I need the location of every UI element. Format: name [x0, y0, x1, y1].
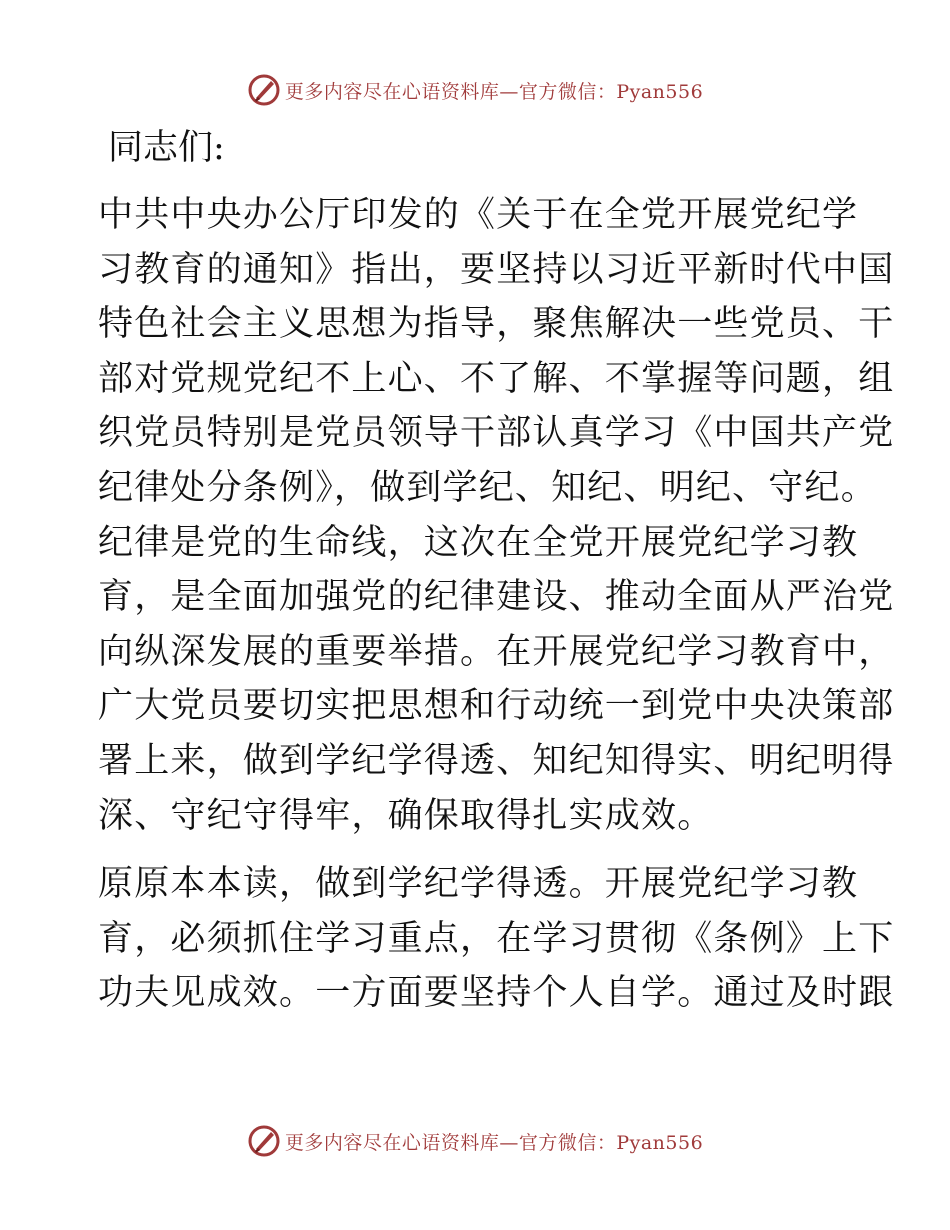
text-line: 向纵深发展的重要举措。在开展党纪学习教育中，	[98, 631, 895, 672]
text-line: 育，是全面加强党的纪律建设、推动全面从严治党	[98, 577, 895, 618]
greeting: 同志们:	[108, 128, 225, 168]
text-line: 特色社会主义思想为指导，聚焦解决一些党员、干	[98, 304, 895, 345]
text-line: 广大党员要切实把思想和行动统一到党中央决策部	[98, 686, 895, 727]
footer-watermark	[0, 1121, 950, 1161]
text-line: 功夫见成效。一方面要坚持个人自学。通过及时跟	[98, 973, 895, 1014]
text-line: 部对党规党纪不上心、不了解、不掌握等问题，组	[98, 358, 895, 399]
text-line: 署上来，做到学纪学得透、知纪知得实、明纪明得	[98, 740, 895, 781]
brush-logo-icon	[247, 73, 281, 107]
text-line: 纪律处分条例》，做到学纪、知纪、明纪、守纪。	[98, 467, 877, 508]
text-line: 原原本本读，做到学纪学得透。开展党纪学习教	[98, 864, 859, 905]
text-line: 育，必须抓住学习重点，在学习贯彻《条例》上下	[98, 918, 895, 959]
text-line: 中共中央办公厅印发的《关于在全党开展党纪学	[98, 195, 859, 235]
header-watermark	[0, 70, 950, 110]
document-body	[98, 122, 895, 1021]
brush-logo-icon	[247, 1124, 281, 1158]
paragraph-2	[98, 857, 895, 1021]
text-line: 深、守纪守得牢，确保取得扎实成效。	[98, 795, 714, 836]
footer-watermark-text: 更多内容尽在心语资料库—官方微信：Pyan556	[284, 1131, 704, 1154]
header-watermark-text: 更多内容尽在心语资料库—官方微信：Pyan556	[284, 80, 704, 103]
paragraph-1	[98, 188, 895, 843]
text-line: 纪律是党的生命线，这次在全党开展党纪学习教	[98, 522, 859, 563]
text-line: 织党员特别是党员领导干部认真学习《中国共产党	[98, 413, 895, 454]
text-line: 习教育的通知》指出，要坚持以习近平新时代中国	[98, 249, 895, 290]
